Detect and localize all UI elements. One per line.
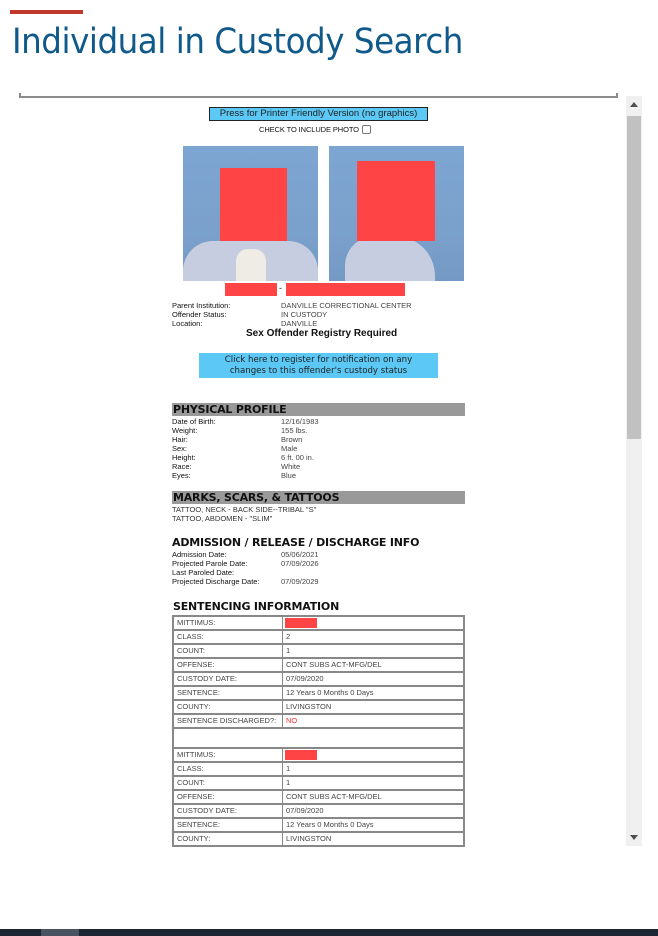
field-height <box>172 453 314 462</box>
row-label: CUSTODY DATE: <box>174 805 283 817</box>
field-offender-status <box>172 310 327 319</box>
field-label: Date of Birth: <box>172 417 216 426</box>
field-hair <box>172 435 302 444</box>
field-label: Location: <box>172 319 203 328</box>
field-label: Eyes: <box>172 471 191 480</box>
admission-release-heading: ADMISSION / RELEASE / DISCHARGE INFO <box>172 536 420 549</box>
field-value: DANVILLE CORRECTIONAL CENTER <box>281 301 412 310</box>
field-label: Race: <box>172 462 192 471</box>
field-value: Male <box>281 444 298 453</box>
field-label: Parent Institution: <box>172 301 231 310</box>
row-value: 1 <box>286 764 291 773</box>
include-photo-checkbox[interactable] <box>362 125 371 134</box>
mittimus-redaction-box <box>285 750 317 760</box>
mittimus-redaction-box <box>285 618 317 628</box>
field-sex <box>172 444 297 453</box>
table-spacer-row <box>174 729 463 749</box>
scroll-up-arrow-icon[interactable] <box>626 96 642 112</box>
row-label: COUNTY: <box>174 701 283 713</box>
field-value: IN CUSTODY <box>281 310 328 319</box>
row-label: CLASS: <box>174 763 283 775</box>
spacer-cell <box>283 729 463 747</box>
field-value: 12/16/1983 <box>281 417 319 426</box>
register-notification-button[interactable] <box>199 353 438 378</box>
field-label: Projected Discharge Date: <box>172 577 260 586</box>
row-value: CONT SUBS ACT-MFG/DEL <box>286 792 382 801</box>
sentence-discharged-value: NO <box>286 716 298 725</box>
row-value: LIVINGSTON <box>286 702 332 711</box>
row-label: COUNT: <box>174 777 283 789</box>
front-mugshot-photo <box>183 146 318 281</box>
row-value: LIVINGSTON <box>286 834 332 843</box>
row-label: MITTIMUS: <box>174 617 283 629</box>
table-row <box>174 631 463 645</box>
field-last-paroled-date <box>172 568 281 577</box>
field-location <box>172 319 317 328</box>
include-photo-label: CHECK TO INCLUDE PHOTO <box>259 124 359 134</box>
sentencing-information-heading: SENTENCING INFORMATION <box>173 600 340 613</box>
field-label: Weight: <box>172 426 198 435</box>
table-row <box>174 819 463 833</box>
table-row <box>174 659 463 673</box>
row-value: 1 <box>286 778 291 787</box>
field-label: Last Paroled Date: <box>172 568 235 577</box>
include-photo-row <box>259 123 371 135</box>
field-value: Blue <box>281 471 297 480</box>
row-label: SENTENCE DISCHARGED?: <box>174 715 283 727</box>
notify-button-line1: Click here to register for notification on any <box>224 355 413 365</box>
field-label: Offender Status: <box>172 310 227 319</box>
table-row <box>174 805 463 819</box>
field-eyes <box>172 471 296 480</box>
row-value: 12 Years 0 Months 0 Days <box>286 688 374 697</box>
notify-button-line2: changes to this offender's custody status <box>229 366 408 376</box>
field-value: 07/09/2029 <box>281 577 319 586</box>
mark-item: TATTOO, NECK - BACK SIDE--TRIBAL "S" <box>172 505 317 514</box>
row-value: 12 Years 0 Months 0 Days <box>286 820 374 829</box>
table-row <box>174 687 463 701</box>
field-admission-date <box>172 550 319 559</box>
mittimus-value <box>283 749 463 761</box>
row-value: 1 <box>286 646 291 655</box>
physical-profile-heading: PHYSICAL PROFILE <box>172 403 465 416</box>
field-label: Height: <box>172 453 196 462</box>
field-value: 155 lbs. <box>281 426 308 435</box>
row-label: CLASS: <box>174 631 283 643</box>
field-label: Projected Parole Date: <box>172 559 248 568</box>
sentencing-table <box>172 615 465 847</box>
field-parent-institution <box>172 301 412 310</box>
table-row <box>174 617 463 631</box>
table-row <box>174 645 463 659</box>
name-separator: - <box>279 283 282 293</box>
row-label: CUSTODY DATE: <box>174 673 283 685</box>
table-row <box>174 673 463 687</box>
face-redaction-box <box>220 168 287 241</box>
marks-scars-tattoos-heading: MARKS, SCARS, & TATTOOS <box>172 491 465 504</box>
table-row <box>174 715 463 729</box>
scroll-down-arrow-icon[interactable] <box>626 830 642 846</box>
printer-friendly-button[interactable]: Press for Printer Friendly Version (no graphics) <box>209 107 428 121</box>
field-label: Admission Date: <box>172 550 227 559</box>
shirt-shape <box>345 236 435 281</box>
field-value: DANVILLE <box>281 319 318 328</box>
field-date-of-birth <box>172 417 319 426</box>
field-value: 6 ft. 00 in. <box>281 453 314 462</box>
table-row <box>174 777 463 791</box>
table-row <box>174 701 463 715</box>
field-value: 07/09/2026 <box>281 559 319 568</box>
field-label: Sex: <box>172 444 188 453</box>
field-weight <box>172 426 307 435</box>
content-frame-corner-left <box>19 93 21 98</box>
mark-item: TATTOO, ABDOMEN - "SLIM" <box>172 514 273 523</box>
row-value: 07/09/2020 <box>286 806 324 815</box>
mittimus-value <box>283 617 463 629</box>
taskbar-active-item[interactable] <box>41 929 79 936</box>
row-label: SENTENCE: <box>174 819 283 831</box>
title-accent-bar <box>10 10 83 14</box>
row-value: CONT SUBS ACT-MFG/DEL <box>286 660 382 669</box>
scrollbar-thumb[interactable] <box>627 116 641 439</box>
name-redaction-box <box>286 283 405 296</box>
sex-offender-registry-notice: Sex Offender Registry Required <box>246 328 398 339</box>
page-title: Individual in Custody Search <box>12 22 463 62</box>
field-value: 05/06/2021 <box>281 550 319 559</box>
table-row <box>174 763 463 777</box>
row-label: OFFENSE: <box>174 791 283 803</box>
table-row <box>174 791 463 805</box>
field-value: Brown <box>281 435 303 444</box>
field-race <box>172 462 300 471</box>
row-label: COUNTY: <box>174 833 283 845</box>
row-label: SENTENCE: <box>174 687 283 699</box>
row-label: MITTIMUS: <box>174 749 283 761</box>
field-projected-parole-date <box>172 559 319 568</box>
taskbar <box>0 929 658 936</box>
row-value: 2 <box>286 632 291 641</box>
side-mugshot-photo <box>329 146 464 281</box>
row-value: 07/09/2020 <box>286 674 324 683</box>
face-redaction-box <box>357 161 435 241</box>
spacer-cell <box>174 729 283 747</box>
name-redaction-box <box>225 283 277 296</box>
field-value: White <box>281 462 301 471</box>
undershirt-shape <box>236 249 266 281</box>
field-label: Hair: <box>172 435 188 444</box>
row-label: OFFENSE: <box>174 659 283 671</box>
frame-scrollbar[interactable] <box>626 96 642 846</box>
table-row <box>174 749 463 763</box>
field-projected-discharge-date <box>172 577 319 586</box>
row-label: COUNT: <box>174 645 283 657</box>
content-frame-corner-right <box>616 93 618 98</box>
table-row <box>174 833 463 847</box>
content-frame-border <box>19 96 618 98</box>
